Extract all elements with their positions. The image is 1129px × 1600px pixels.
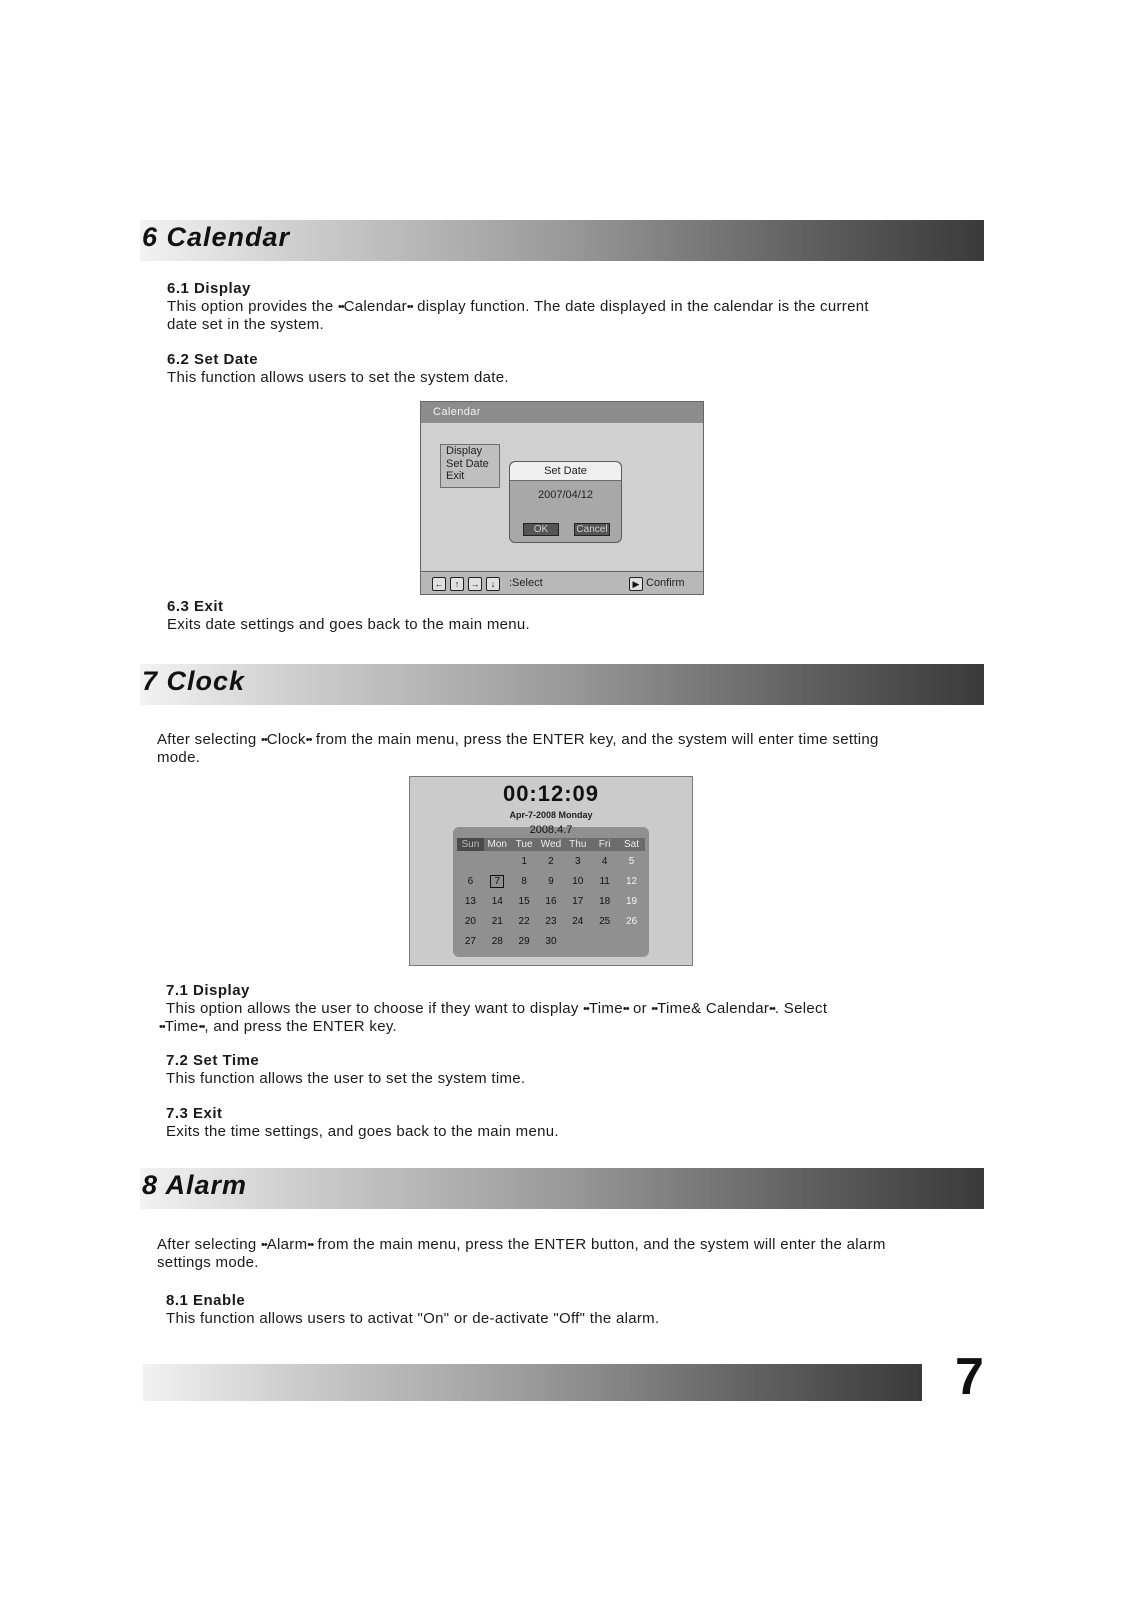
calendar-day-cell[interactable]: 12: [625, 875, 638, 887]
calendar-week-row: [457, 931, 645, 951]
calendar-day-cell[interactable]: 4: [601, 855, 608, 867]
calendar-month-label: 2008.4.7: [529, 824, 573, 836]
weekday-wed: Wed: [538, 838, 565, 851]
calendar-day-cell[interactable]: 13: [464, 895, 476, 907]
calendar-day-cell[interactable]: 2: [548, 855, 554, 867]
subsection-7-2-text: This function allows the user to set the system time.: [166, 1070, 526, 1087]
calendar-day-cell[interactable]: 25: [599, 915, 611, 927]
weekday-tue: Tue: [511, 838, 538, 851]
calendar-day-cell[interactable]: 9: [548, 875, 554, 887]
calendar-day-cell[interactable]: 18: [599, 895, 611, 907]
down-arrow-icon: ↓: [486, 577, 500, 591]
calendar-day-cell[interactable]: 28: [491, 935, 503, 947]
calendar-day-cell[interactable]: 29: [518, 935, 530, 947]
right-arrow-icon: →: [468, 577, 482, 591]
subsection-6-3-text: Exits date settings and goes back to the main menu.: [167, 616, 531, 633]
subsection-6-2-text: This function allows users to set the system date.: [167, 369, 509, 386]
section-8-title: 8 Alarm: [142, 1170, 248, 1200]
calendar-set-date-screen: [420, 401, 704, 595]
calendar-day-cell[interactable]: 8: [521, 875, 527, 887]
subsection-8-1-heading: 8.1 Enable: [166, 1292, 246, 1309]
weekday-sat: Sat: [618, 838, 645, 851]
subsection-7-3-heading: 7.3 Exit: [166, 1105, 223, 1122]
subsection-7-2-heading: 7.2 Set Time: [166, 1052, 260, 1069]
menu-item-set-date[interactable]: Set Date: [446, 457, 489, 470]
footer-select-label: :Select: [509, 577, 543, 589]
calendar-week-row: [457, 871, 645, 891]
set-date-dialog: [509, 461, 622, 543]
calendar-day-cell: [591, 931, 618, 951]
section-6-banner: [140, 220, 984, 261]
calendar-day-cell[interactable]: 30: [545, 935, 557, 947]
dialog-title: Set Date: [510, 462, 621, 481]
calendar-day-cell[interactable]: 17: [572, 895, 584, 907]
subsection-6-1-heading: 6.1 Display: [167, 280, 251, 297]
calendar-day-cell[interactable]: 27: [464, 935, 476, 947]
calendar-day-cell: [457, 851, 484, 871]
calendar-menu: [440, 444, 500, 488]
subsection-8-1-text: This function allows users to activat "On" or de-activate "Off" the alarm.: [166, 1310, 660, 1327]
calendar-body: [457, 851, 645, 951]
calendar-day-cell: [564, 931, 591, 951]
section-7-intro: After selecting ••Clock•• from the main menu, press the ENTER key, and the system will enter time setting mode.: [157, 731, 879, 766]
footer-confirm-label: Confirm: [646, 577, 685, 589]
page-number: 7: [955, 1348, 984, 1406]
calendar-day-cell: [484, 851, 511, 871]
calendar-week-row: [457, 891, 645, 911]
calendar-day-cell[interactable]: 26: [625, 915, 638, 927]
calendar-day-cell[interactable]: 11: [599, 875, 610, 887]
month-calendar: [453, 824, 649, 957]
calendar-day-cell[interactable]: 6: [467, 875, 474, 887]
weekday-fri: Fri: [591, 838, 618, 851]
calendar-day-cell: [618, 931, 645, 951]
calendar-day-cell[interactable]: 19: [625, 895, 638, 907]
calendar-day-cell[interactable]: 15: [518, 895, 530, 907]
weekday-thu: Thu: [564, 838, 591, 851]
section-8-intro: After selecting ••Alarm•• from the main menu, press the ENTER button, and the system will enter the alarm settings mode.: [157, 1236, 886, 1271]
calendar-day-cell[interactable]: 1: [521, 855, 527, 867]
calendar-day-cell[interactable]: 22: [518, 915, 530, 927]
section-8-banner: [140, 1168, 984, 1209]
section-7-banner: [140, 664, 984, 705]
ok-button[interactable]: OK: [523, 523, 559, 536]
weekday-sun: Sun: [457, 838, 484, 851]
selected-day-marker: 7: [490, 875, 504, 888]
subsection-6-2-heading: 6.2 Set Date: [167, 351, 259, 368]
footer-banner: [143, 1364, 922, 1401]
calendar-day-cell[interactable]: 21: [491, 915, 503, 927]
section-6-title: 6 Calendar: [142, 222, 291, 252]
cancel-button[interactable]: Cancel: [574, 523, 610, 536]
weekday-mon: Mon: [484, 838, 511, 851]
subsection-7-3-text: Exits the time settings, and goes back to the main menu.: [166, 1123, 559, 1140]
left-arrow-icon: ←: [432, 577, 446, 591]
calendar-day-cell[interactable]: 20: [464, 915, 476, 927]
calendar-day-cell[interactable]: 10: [572, 875, 584, 887]
screen-header: Calendar: [421, 402, 703, 423]
clock-date: Apr-7-2008 Monday: [509, 810, 593, 820]
weekday-header-row: [457, 838, 645, 851]
calendar-day-cell[interactable]: 3: [575, 855, 581, 867]
clock-time: 00:12:09: [502, 781, 600, 806]
section-7-title: 7 Clock: [142, 666, 246, 696]
clock-screen: [409, 776, 693, 966]
up-arrow-icon: ↑: [450, 577, 464, 591]
calendar-day-cell[interactable]: [484, 871, 511, 891]
play-icon: ▶: [629, 577, 643, 591]
calendar-day-cell[interactable]: 5: [628, 855, 635, 867]
subsection-6-1-text: This option provides the ••Calendar•• display function. The date displayed in the calendar is the current date set in the system.: [167, 298, 869, 333]
calendar-day-cell[interactable]: 23: [545, 915, 557, 927]
subsection-7-1-heading: 7.1 Display: [166, 982, 250, 999]
calendar-week-row: [457, 911, 645, 931]
calendar-grid: [457, 838, 645, 951]
calendar-day-cell[interactable]: 24: [572, 915, 584, 927]
menu-item-display[interactable]: Display: [446, 445, 483, 457]
date-value-field[interactable]: 2007/04/12: [537, 489, 594, 501]
calendar-week-row: [457, 851, 645, 871]
calendar-day-cell[interactable]: 14: [491, 895, 503, 907]
calendar-day-cell[interactable]: 16: [545, 895, 557, 907]
screen-footer: [421, 571, 703, 594]
menu-item-exit[interactable]: Exit: [446, 470, 465, 482]
subsection-7-1-text: This option allows the user to choose if they want to display ••Time•• or ••Time& Calendar••. Select ••Time••, and press the ENTER key.: [159, 1000, 828, 1035]
subsection-6-3-heading: 6.3 Exit: [167, 598, 224, 615]
